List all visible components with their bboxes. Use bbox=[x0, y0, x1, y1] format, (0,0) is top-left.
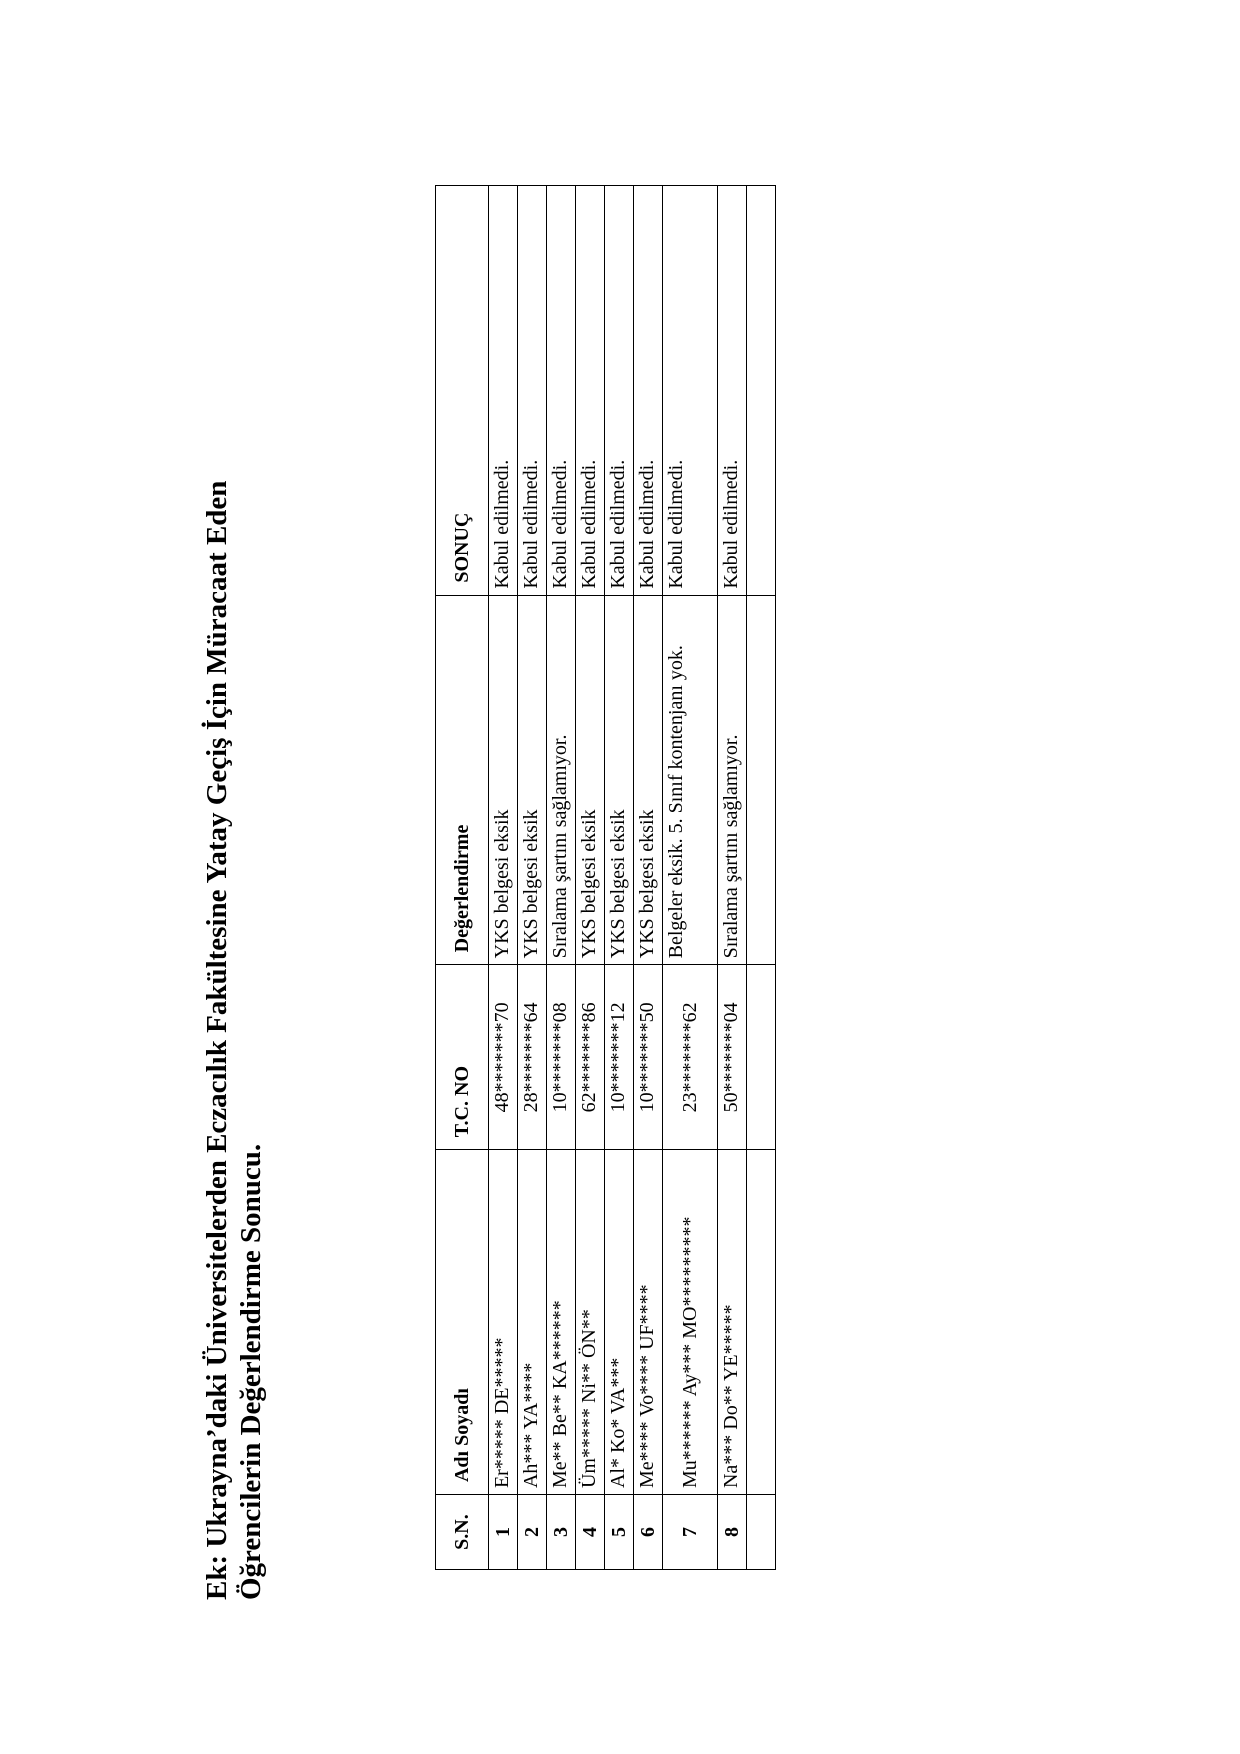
cell-result: Kabul edilmedi. bbox=[605, 186, 634, 596]
empty-cell bbox=[747, 1495, 776, 1570]
empty-table-row bbox=[747, 186, 776, 1570]
table-row bbox=[634, 186, 663, 1570]
cell-sn: 7 bbox=[663, 1495, 718, 1570]
cell-evaluation: YKS belgesi eksik bbox=[489, 595, 518, 965]
empty-cell bbox=[747, 965, 776, 1150]
document-title bbox=[200, 200, 268, 1600]
cell-tc: 10*******12 bbox=[605, 965, 634, 1150]
cell-evaluation: YKS belgesi eksik bbox=[634, 595, 663, 965]
cell-sn: 3 bbox=[547, 1495, 576, 1570]
header-result: SONUÇ bbox=[436, 186, 489, 596]
title-line-1: Ek: Ukrayna’daki Üniversitelerden Eczacılık Fakültesine Yatay Geçiş İçin Müracaat Eden bbox=[201, 480, 233, 1600]
cell-name: Na*** Do** YE***** bbox=[718, 1150, 747, 1495]
cell-result: Kabul edilmedi. bbox=[634, 186, 663, 596]
cell-name: Al* Ko* VA*** bbox=[605, 1150, 634, 1495]
cell-sn: 2 bbox=[518, 1495, 547, 1570]
table-row bbox=[663, 186, 718, 1570]
cell-tc: 10*******50 bbox=[634, 965, 663, 1150]
table-row bbox=[576, 186, 605, 1570]
cell-sn: 5 bbox=[605, 1495, 634, 1570]
cell-evaluation: Sıralama şartını sağlamıyor. bbox=[718, 595, 747, 965]
cell-sn: 1 bbox=[489, 1495, 518, 1570]
cell-result: Kabul edilmedi. bbox=[663, 186, 718, 596]
cell-evaluation: YKS belgesi eksik bbox=[605, 595, 634, 965]
header-evaluation: Değerlendirme bbox=[436, 595, 489, 965]
table-row bbox=[518, 186, 547, 1570]
cell-tc: 48*******70 bbox=[489, 965, 518, 1150]
cell-evaluation: Sıralama şartını sağlamıyor. bbox=[547, 595, 576, 965]
cell-evaluation: Belgeler eksik. 5. Sınıf kontenjanı yok. bbox=[663, 595, 718, 965]
title-line-2: Öğrencilerin Değerlendirme Sonucu. bbox=[235, 1143, 267, 1600]
table-row bbox=[547, 186, 576, 1570]
cell-result: Kabul edilmedi. bbox=[718, 186, 747, 596]
cell-sn: 8 bbox=[718, 1495, 747, 1570]
evaluation-table bbox=[435, 185, 776, 1570]
cell-tc: 23*******62 bbox=[663, 965, 718, 1150]
cell-result: Kabul edilmedi. bbox=[489, 186, 518, 596]
cell-name: Me** Be** KA****** bbox=[547, 1150, 576, 1495]
cell-evaluation: YKS belgesi eksik bbox=[576, 595, 605, 965]
header-sn: S.N. bbox=[436, 1495, 489, 1570]
cell-name: Ah*** YA**** bbox=[518, 1150, 547, 1495]
cell-sn: 4 bbox=[576, 1495, 605, 1570]
cell-name: Er***** DE***** bbox=[489, 1150, 518, 1495]
cell-tc: 50*******04 bbox=[718, 965, 747, 1150]
cell-result: Kabul edilmedi. bbox=[518, 186, 547, 596]
header-name: Adı Soyadı bbox=[436, 1150, 489, 1495]
rotated-page-content bbox=[200, 200, 840, 1600]
cell-evaluation: YKS belgesi eksik bbox=[518, 595, 547, 965]
header-tc: T.C. NO bbox=[436, 965, 489, 1150]
empty-cell bbox=[747, 1150, 776, 1495]
cell-name: Mu****** Ay*** MO********* bbox=[663, 1150, 718, 1495]
cell-name: Üm***** Ni** ÖN** bbox=[576, 1150, 605, 1495]
table-row bbox=[718, 186, 747, 1570]
cell-tc: 28*******64 bbox=[518, 965, 547, 1150]
cell-tc: 10*******08 bbox=[547, 965, 576, 1150]
table-header-row bbox=[436, 186, 489, 1570]
cell-result: Kabul edilmedi. bbox=[547, 186, 576, 596]
empty-cell bbox=[747, 186, 776, 596]
cell-result: Kabul edilmedi. bbox=[576, 186, 605, 596]
cell-name: Me**** Vo**** UF**** bbox=[634, 1150, 663, 1495]
table-row bbox=[489, 186, 518, 1570]
cell-sn: 6 bbox=[634, 1495, 663, 1570]
empty-cell bbox=[747, 595, 776, 965]
table-row bbox=[605, 186, 634, 1570]
cell-tc: 62*******86 bbox=[576, 965, 605, 1150]
